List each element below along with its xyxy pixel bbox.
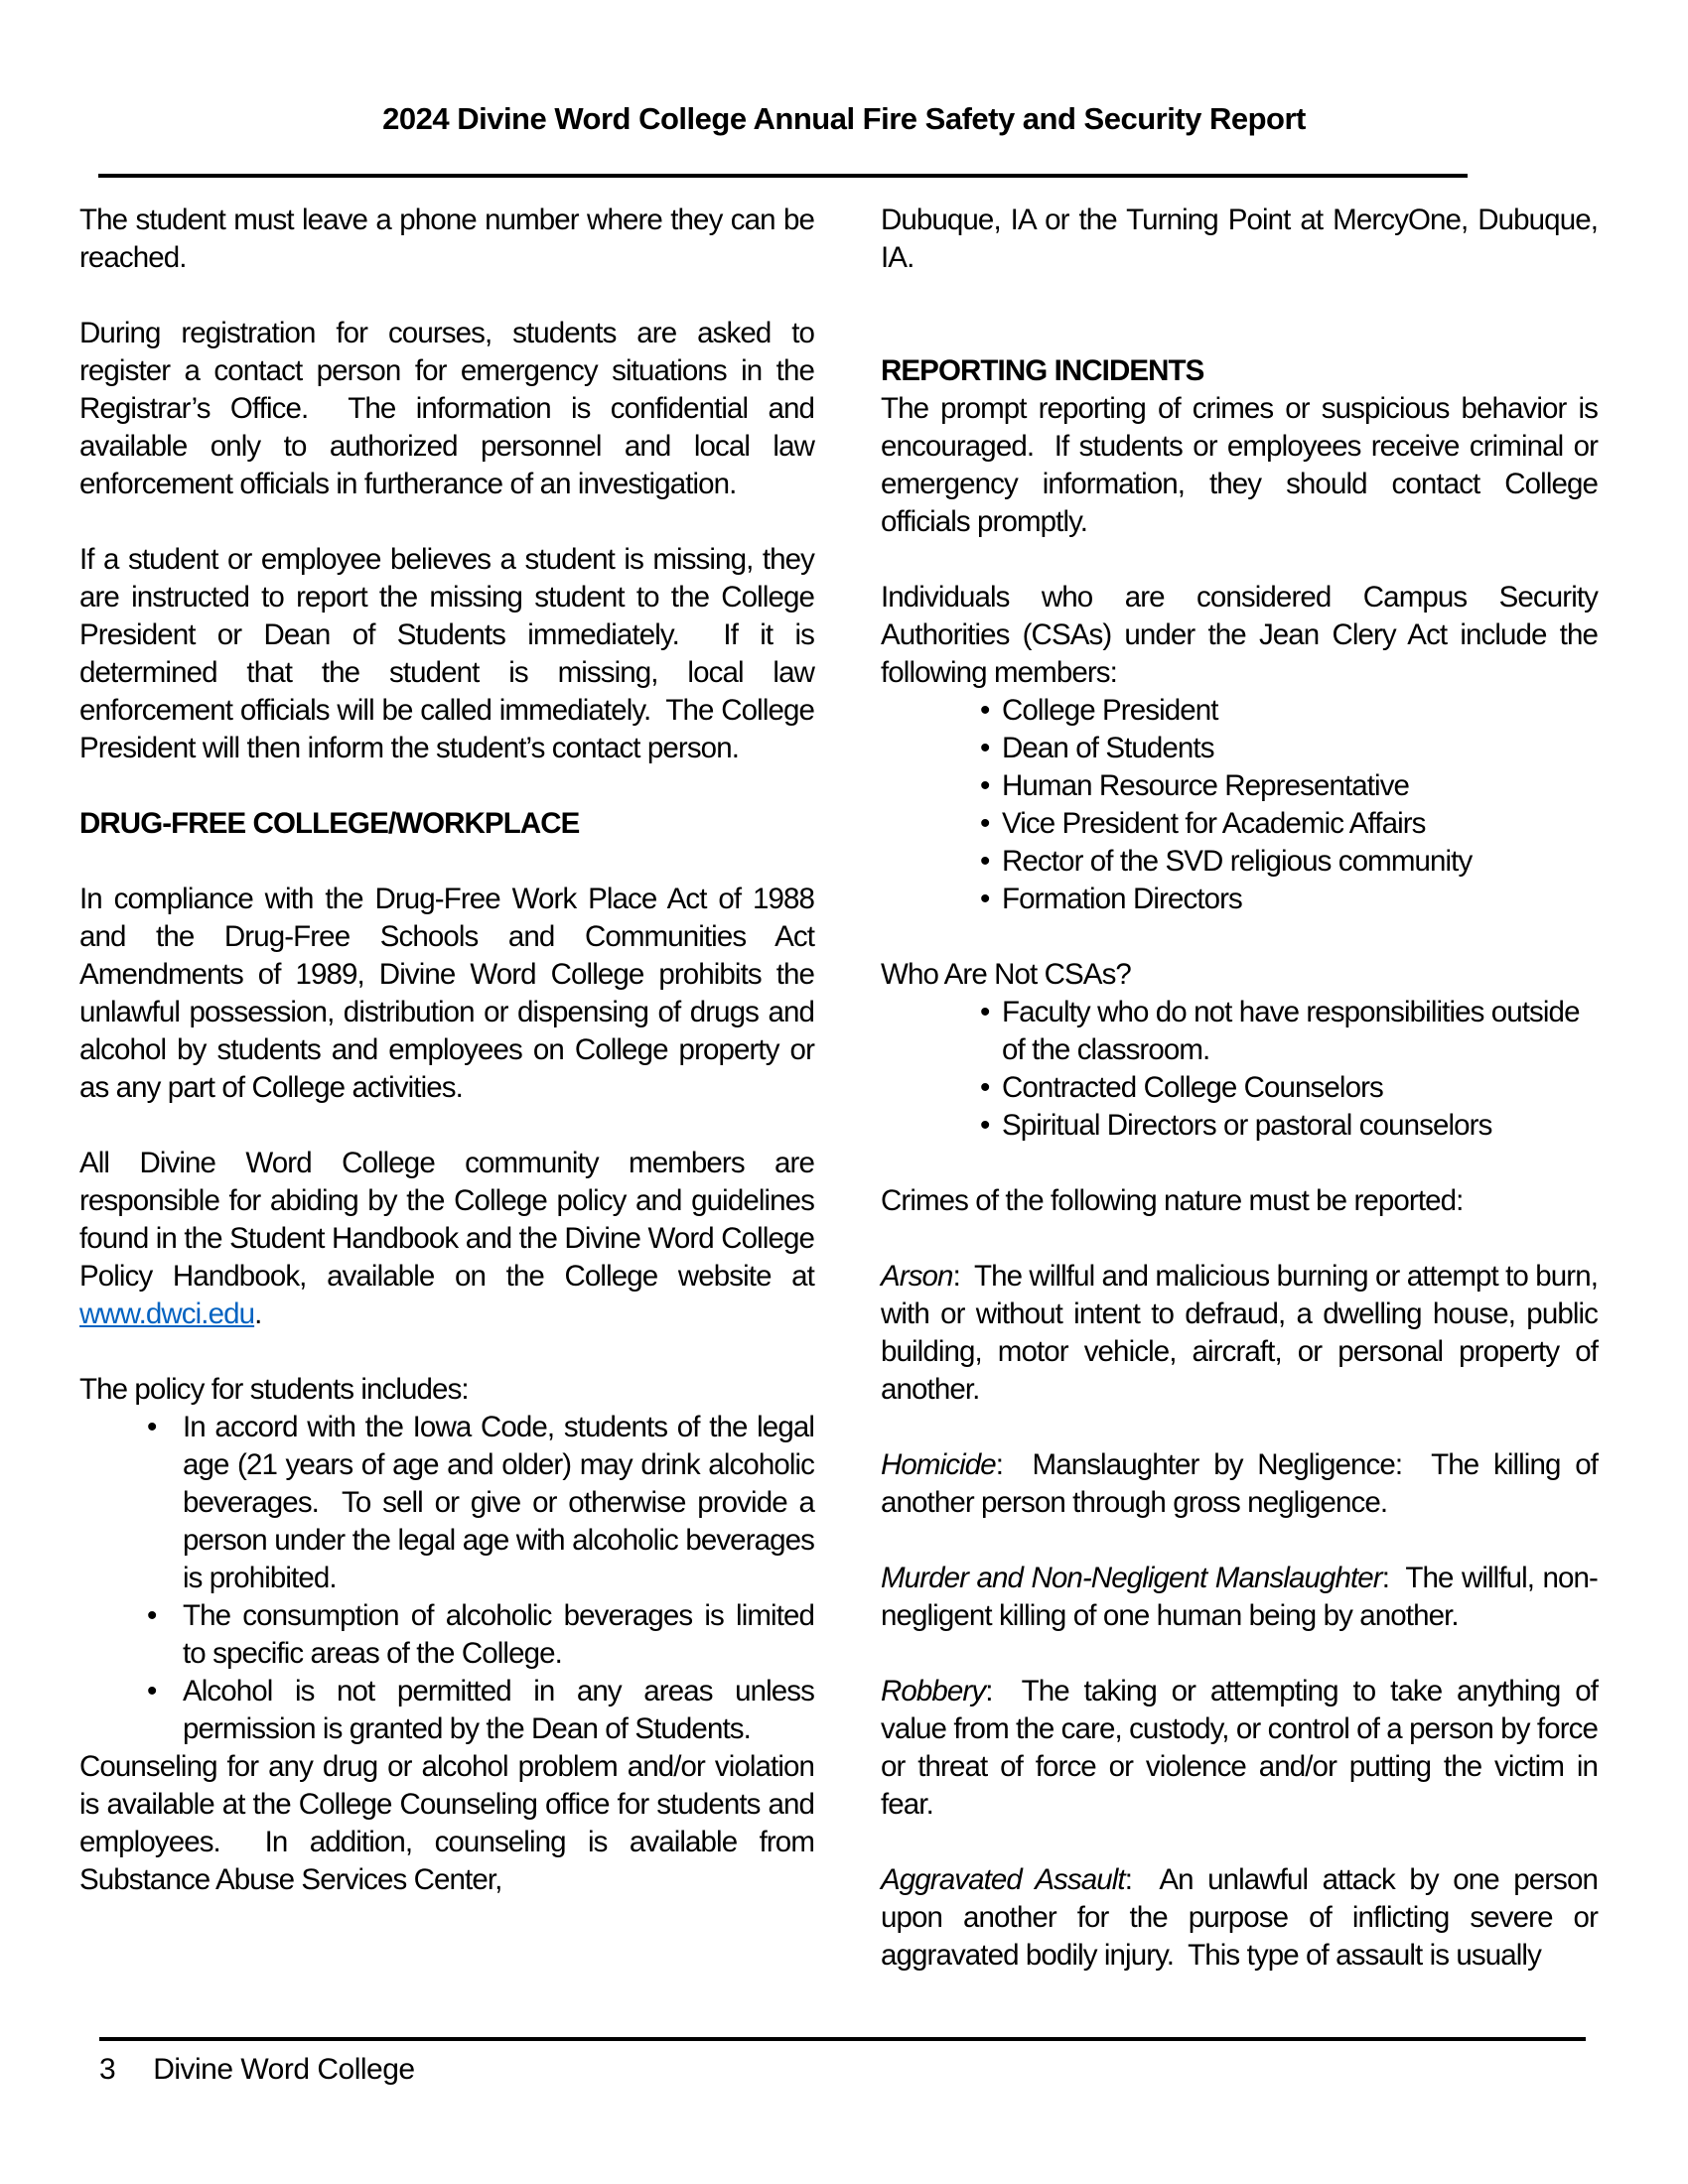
bullet-icon: • bbox=[980, 1071, 990, 1104]
crime-term: Robbery bbox=[881, 1675, 986, 1707]
crime-definition-text: : An unlawful attack by one person upon another for the purpose of inflicting severe or aggravated bodily injury. This type of assault is usually bbox=[881, 1863, 1606, 1972]
list-item-label: College President bbox=[1002, 694, 1218, 727]
list-item bbox=[881, 692, 1598, 730]
crime-definition-homicide bbox=[881, 1446, 1606, 1522]
list-item bbox=[881, 843, 1598, 881]
list-item bbox=[881, 730, 1598, 767]
list-item-label: Alcohol is not permitted in any areas unless permission is granted by the Dean of Students. bbox=[183, 1675, 822, 1745]
list-item-label: The consumption of alcoholic beverages is limited to specific areas of the College. bbox=[183, 1599, 822, 1670]
two-column-body bbox=[79, 202, 1606, 1975]
bullet-icon: • bbox=[147, 1411, 157, 1443]
crime-definition-murder bbox=[881, 1560, 1598, 1635]
page-footer bbox=[99, 2051, 415, 2089]
bullet-icon: • bbox=[147, 1599, 157, 1632]
bullet-icon: • bbox=[980, 1109, 990, 1142]
paragraph-counseling: Counseling for any drug or alcohol problem and/or violation is available at the College Counseling office for students and employees. In addition, counseling is available from Substance Abuse Services Center, bbox=[79, 1750, 822, 1896]
list-item-label: Dean of Students bbox=[1002, 732, 1214, 764]
crime-definition-text: : The willful, non-negligent killing of one human being by another. bbox=[881, 1562, 1598, 1632]
list-item bbox=[79, 1673, 822, 1748]
paragraph-prompt-reporting: The prompt reporting of crimes or suspicious behavior is encouraged. If students or employees receive criminal or emergency information, they should contact College officials promptly. bbox=[881, 392, 1606, 538]
footer-college-name: Divine Word College bbox=[153, 2053, 415, 2086]
policy-bullet-list bbox=[79, 1409, 822, 1748]
paragraph-dubuque: Dubuque, IA or the Turning Point at MercyOne, Dubuque, IA. bbox=[881, 204, 1606, 274]
paragraph-phone-number: The student must leave a phone number where they can be reached. bbox=[79, 204, 822, 274]
list-item bbox=[79, 1409, 822, 1597]
list-item bbox=[79, 1597, 822, 1673]
policy-handbook-period: . bbox=[254, 1297, 262, 1330]
paragraph-policy-intro: The policy for students includes: bbox=[79, 1373, 469, 1406]
list-item bbox=[881, 805, 1598, 843]
crime-definition-arson bbox=[881, 1258, 1606, 1409]
list-item-label: Spiritual Directors or pastoral counselors bbox=[1002, 1109, 1492, 1142]
list-item bbox=[881, 1107, 1598, 1145]
footer-rule bbox=[99, 2037, 1586, 2041]
paragraph-missing-student: If a student or employee believes a student is missing, they are instructed to report the missing student to the College President or Dean of Students immediately. If it is determined that the student is missing, local law enforcement officials will be called immediately. The College President will then inform the student’s contact person. bbox=[79, 543, 822, 764]
crime-term: Murder and Non-Negligent Manslaughter bbox=[881, 1562, 1382, 1594]
policy-handbook-text: All Divine Word College community members are responsible for abiding by the College policy and guidelines found in the Student Handbook and the Divine Word College Policy Handbook, available on the College website at bbox=[79, 1147, 822, 1293]
paragraph-registration: During registration for courses, students are asked to register a contact person for emergency situations in the Registrar’s Office. The information is confidential and available only to authorized personnel and local law enforcement officials in furtherance of an investigation. bbox=[79, 317, 822, 500]
crime-definition-text: : The willful and malicious burning or attempt to burn, with or without intent to defraud, a dwelling house, public building, motor vehicle, aircraft, or personal property of another. bbox=[881, 1260, 1606, 1406]
crime-definition-aggravated-assault bbox=[881, 1861, 1606, 1975]
paragraph-crimes-intro: Crimes of the following nature must be reported: bbox=[881, 1184, 1464, 1217]
list-item bbox=[881, 994, 1598, 1069]
bullet-icon: • bbox=[980, 807, 990, 840]
dwci-website-link[interactable]: www.dwci.edu bbox=[79, 1297, 255, 1330]
list-item-label: Formation Directors bbox=[1002, 883, 1242, 915]
crime-term: Aggravated Assault bbox=[881, 1863, 1125, 1896]
crime-term: Arson bbox=[881, 1260, 953, 1293]
left-column bbox=[79, 202, 822, 1975]
list-item-label: Contracted College Counselors bbox=[1002, 1071, 1383, 1104]
crime-term: Homicide bbox=[881, 1448, 996, 1481]
bullet-icon: • bbox=[980, 996, 990, 1028]
paragraph-csa-intro: Individuals who are considered Campus Security Authorities (CSAs) under the Jean Clery Act include the following members: bbox=[881, 581, 1606, 689]
not-csa-bullet-list bbox=[881, 994, 1598, 1145]
crime-definition-robbery bbox=[881, 1673, 1606, 1824]
list-item-label: Vice President for Academic Affairs bbox=[1002, 807, 1426, 840]
bullet-icon: • bbox=[980, 694, 990, 727]
bullet-icon: • bbox=[980, 883, 990, 915]
bullet-icon: • bbox=[147, 1675, 157, 1707]
list-item-label: Faculty who do not have responsibilities outside of the classroom. bbox=[1002, 996, 1587, 1066]
right-column bbox=[881, 202, 1606, 1975]
list-item bbox=[881, 767, 1598, 805]
list-item bbox=[881, 881, 1598, 918]
paragraph-who-are-not-csas: Who Are Not CSAs? bbox=[881, 958, 1131, 991]
paragraph-drug-free-act: In compliance with the Drug-Free Work Place Act of 1988 and the Drug-Free Schools and Communities Act Amendments of 1989, Divine Word College prohibits the unlawful possession, distribution or dispensing of drugs and alcohol by students and employees on College property or as any part of College activities. bbox=[79, 883, 822, 1104]
bullet-icon: • bbox=[980, 845, 990, 878]
page-title: 2024 Divine Word College Annual Fire Safety and Security Report bbox=[382, 101, 1306, 136]
crime-definition-text: : Manslaughter by Negligence: The killing of another person through gross negligence. bbox=[881, 1448, 1606, 1519]
page-number: 3 bbox=[99, 2053, 116, 2086]
header-rule bbox=[98, 174, 1468, 178]
bullet-icon: • bbox=[980, 732, 990, 764]
list-item-label: In accord with the Iowa Code, students of the legal age (21 years of age and older) may drink alcoholic beverages. To sell or give or otherwise provide a person under the legal age with alcoholic beverages is prohibited. bbox=[183, 1411, 822, 1594]
heading-drug-free: DRUG-FREE COLLEGE/WORKPLACE bbox=[79, 807, 580, 840]
csa-bullet-list bbox=[881, 692, 1598, 918]
paragraph-policy-handbook bbox=[79, 1145, 822, 1333]
heading-reporting-incidents: REPORTING INCIDENTS bbox=[881, 354, 1204, 387]
crime-definition-text: : The taking or attempting to take anything of value from the care, custody, or control of a person by force or threat of force or violence and/or putting the victim in fear. bbox=[881, 1675, 1606, 1821]
list-item-label: Rector of the SVD religious community bbox=[1002, 845, 1473, 878]
list-item-label: Human Resource Representative bbox=[1002, 769, 1410, 802]
list-item bbox=[881, 1069, 1598, 1107]
bullet-icon: • bbox=[980, 769, 990, 802]
